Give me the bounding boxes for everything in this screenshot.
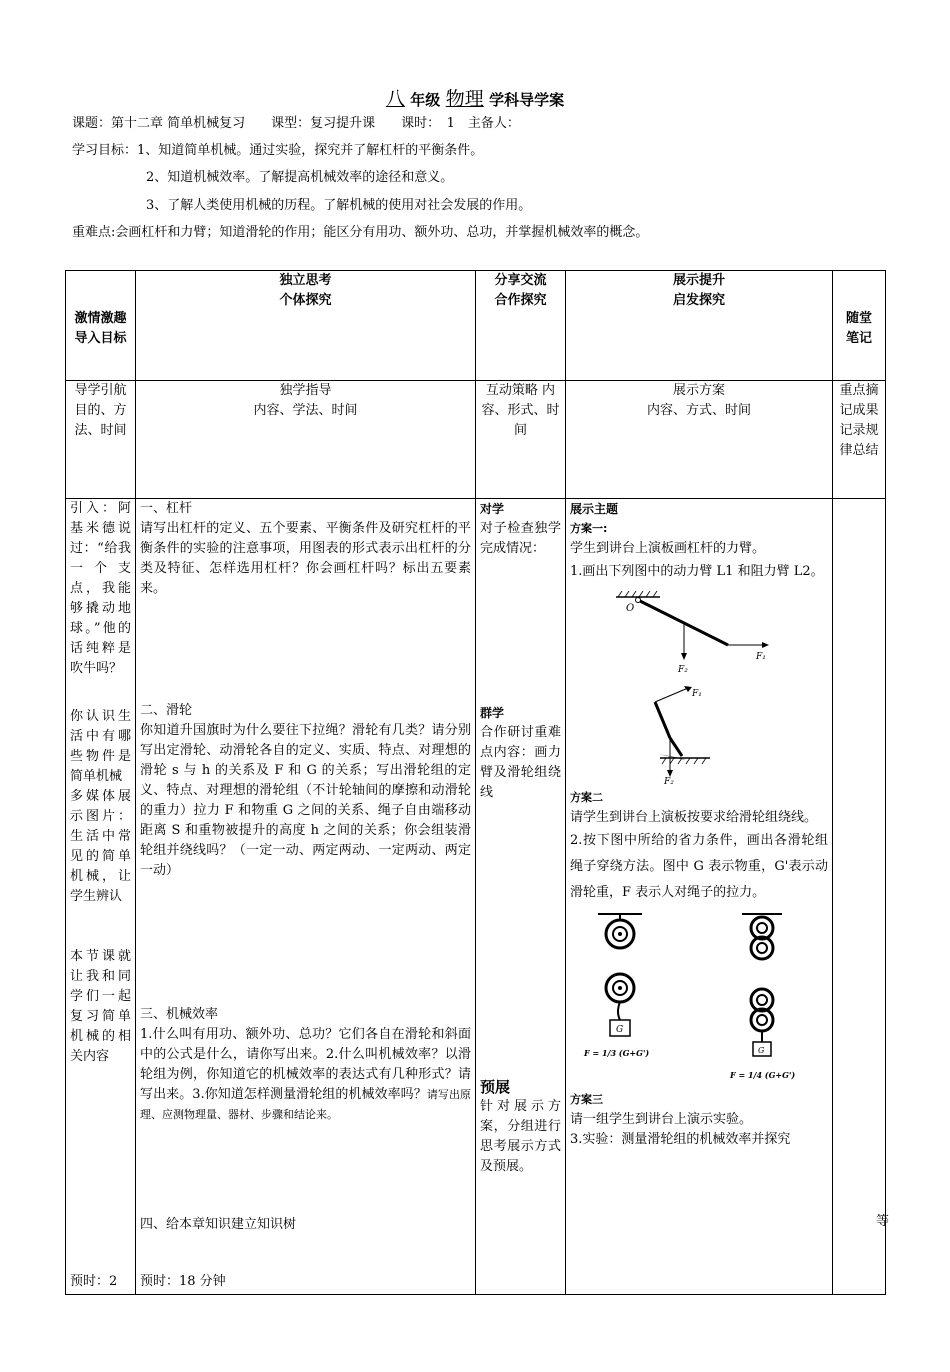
efficiency-section-title: 三、机械效率 <box>140 1007 219 1022</box>
header-col4-line2: 启发探究 <box>672 293 725 308</box>
header-col1 <box>66 271 136 381</box>
plan-three-title: 方案三 <box>570 1093 603 1106</box>
lever2-label-f1: F₁ <box>692 689 702 699</box>
lever2-label-f2: F₂ <box>664 777 674 784</box>
plan-two-task: 2.按下图中所给的省力条件，画出各滑轮组绳子穿绕方法。图中 G 表示物重，G'表示动滑轮重，F 表示人对绳子的拉力。 <box>570 833 828 900</box>
group-study-title: 群学 <box>480 706 505 720</box>
lever-section-title: 一、杠杆 <box>140 501 193 516</box>
pulley2-weight-label: G <box>758 1046 765 1055</box>
plan-one-task: 1.画出下列图中的动力臂 L1 和阻力臂 L2。 <box>570 564 824 579</box>
group-study-text: 合作研讨重难点内容：画力臂及滑轮组绕线 <box>480 725 561 800</box>
guide-time: 预时：2 <box>70 1274 118 1289</box>
subheader-col4-line1: 展示方案 <box>672 383 725 398</box>
header-col2-line1: 独立思考 <box>279 273 332 288</box>
header-col5 <box>833 271 886 381</box>
header-col3 <box>476 271 566 381</box>
preview-title: 预展 <box>480 1078 511 1096</box>
plan-one-title: 方案一: <box>570 522 608 535</box>
lever-section-text: 请写出杠杆的定义、五个要素、平衡条件及研究杠杆的平衡条件的实验的注意事项，用图表的形式表示出杠杆的分类及特征、怎样选用杠杆？你会画杠杆吗？标出五要素来。 <box>140 521 471 596</box>
lever2-hatching <box>662 758 706 764</box>
content-row <box>66 499 886 1295</box>
objective-1: 学习目标：1、知道简单机械。通过实验，探究并了解杠杆的平衡条件。 <box>72 143 484 158</box>
subheader-col5: 重点摘记成果记录规律总结 <box>833 381 886 499</box>
subheader-col4-line2: 内容、方式、时间 <box>646 403 751 418</box>
page-title <box>0 84 950 111</box>
plan-three-task: 3.实验：测量滑轮组的机械效率并探究 <box>570 1132 791 1147</box>
lever2-arm-upper <box>655 702 670 738</box>
header-col5-line2: 笔记 <box>845 331 872 346</box>
subheader-row <box>66 381 886 499</box>
plan-one-text: 学生到讲台上演板画杠杆的力臂。 <box>570 541 766 556</box>
self-study-column <box>136 499 476 1295</box>
pulley1-formula: F = 1/3 (G+G') <box>584 1048 650 1058</box>
pair-study-text: 对子检查独学完成情况： <box>480 521 561 556</box>
efficiency-section-note: 请写出原理、应测物理量、器材、步骤和结论来。 <box>140 1088 472 1121</box>
header-col4 <box>566 271 833 381</box>
header-col3-line1: 分享交流 <box>494 273 547 288</box>
notes-column <box>833 499 886 1295</box>
subheader-col3: 互动策略 内容、形式、时间 <box>476 381 566 499</box>
lever-figure-2 <box>570 684 770 784</box>
pulley-section-text: 你知道升国旗时为什么要往下拉绳？滑轮有几类？请分别写出定滑轮、动滑轮各自的定义、实质、特点、对理想的滑轮 s 与 h 的关系及 F 和 G 的关系；写出滑轮组的定义、特点、对理想的滑轮组（不计轮轴间的摩擦和动滑轮的重力）拉力 F 和物重 G 之间的关系、绳子自由端移动距离 S 和重物被提升的高度 h 之间的关系；你会组装滑轮组并绕线吗？（一定一动、两定两动、一定两动、两定一动） <box>140 723 471 878</box>
pulley1-weight-label: G <box>616 1025 624 1035</box>
lever1-label-o: O <box>626 603 635 614</box>
header-col1-line1: 激情激趣 <box>74 311 127 326</box>
subheader-col4 <box>566 381 833 499</box>
knowledge-tree-title: 四、给本章知识建立知识树 <box>140 1217 297 1232</box>
pulley-section-title: 二、滑轮 <box>140 703 193 718</box>
preview-text: 针对展示方案，分组进行思考展示方式及预展。 <box>480 1099 561 1174</box>
lever-figure-1 <box>570 587 770 682</box>
interaction-column <box>476 499 566 1295</box>
pulley-system-1 <box>598 914 642 1036</box>
lever1-f1-arrowhead <box>762 642 769 648</box>
lesson-table <box>65 270 886 1295</box>
lever2-arm-lower <box>670 738 682 756</box>
plan-three-text: 请一组学生到讲台上演示实验。 <box>570 1112 753 1127</box>
guide-question: 你认识生活中有哪些物件是简单机械 <box>70 709 131 784</box>
objective-2: 2、知道机械效率。了解提高机械效率的途径和意义。 <box>146 170 454 185</box>
lever1-label-f2: F₂ <box>678 665 688 675</box>
efficiency-section-text: 1.什么叫有用功、额外功、总功？它们各自在滑轮和斜面中的公式是什么，请你写出来。2.什么叫机械效率？以滑轮组为例，你知道它的机械效率的表达式有几种形式？请写出来。3.你知道怎样测量滑轮组的机械效率吗？ <box>140 1027 471 1102</box>
guide-intro: 引入：阿基米德说过：“给我一个支点，我能够撬动地球。”他的话纯粹是吹牛吗？ <box>70 501 131 676</box>
theme-title: 展示主题 <box>570 502 619 516</box>
plan-two-text: 请学生到讲台上演板按要求给滑轮组绕线。 <box>570 810 818 825</box>
efficiency-section-body <box>140 1025 471 1125</box>
lever1-bar <box>636 599 728 645</box>
guide-column <box>66 499 136 1295</box>
preview-block <box>480 1077 561 1177</box>
subject: 物理 <box>445 88 484 110</box>
header-row <box>66 271 886 381</box>
header-col1-line2: 导入目标 <box>74 331 127 346</box>
subheader-col2-line1: 独学指导 <box>279 383 332 398</box>
pulley2-formula: F = 1/4 (G+G') <box>730 1070 796 1080</box>
guide-lesson: 本节课就让我和同学们一起复习简单机械的相关内容 <box>70 949 131 1064</box>
subheader-col2-line2: 内容、学法、时间 <box>253 403 358 418</box>
self-study-time: 预时：18 分钟 <box>140 1274 226 1289</box>
lever1-label-f1: F₁ <box>756 652 766 662</box>
lever2-f1-arrow <box>655 688 688 702</box>
header-col4-line1: 展示提升 <box>672 273 725 288</box>
lever1-f2-arrowhead <box>681 653 687 660</box>
grade: 八 <box>385 88 405 110</box>
objective-3: 3、了解人类使用机械的历程。了解机械的使用对社会发展的作用。 <box>146 198 532 213</box>
pulley-system-2 <box>742 914 782 1056</box>
key-points: 重难点:会画杠杆和力臂；知道滑轮的作用；能区分有用功、额外功、总功，并掌握机械效率的概念。 <box>72 225 649 240</box>
lever1-hatching <box>618 591 657 597</box>
subject-label: 学科导学案 <box>489 91 565 109</box>
header-col3-line2: 合作探究 <box>494 293 547 308</box>
course-info: 课题：第十二章 简单机械复习 课型：复习提升课 课时： 1 主备人： <box>72 116 520 131</box>
plan-two-title: 方案二 <box>570 791 603 804</box>
pulley-figures <box>570 908 830 1088</box>
subheader-col1: 导学引航 目的、方法、时间 <box>66 381 136 499</box>
header-col5-line1: 随堂 <box>845 311 872 326</box>
pair-study-title: 对学 <box>480 502 505 516</box>
grade-label: 年级 <box>410 91 441 109</box>
header-col2-line2: 个体探究 <box>279 293 332 308</box>
side-note: 等 <box>876 1214 890 1229</box>
presentation-column <box>566 499 833 1295</box>
header-col2 <box>136 271 476 381</box>
subheader-col2 <box>136 381 476 499</box>
guide-media: 多媒体展示图片：生活中常见的简单机械，让学生辨认 <box>70 789 131 904</box>
lever1-pivot <box>636 598 641 603</box>
lever2-f2-arrowhead <box>667 770 673 777</box>
